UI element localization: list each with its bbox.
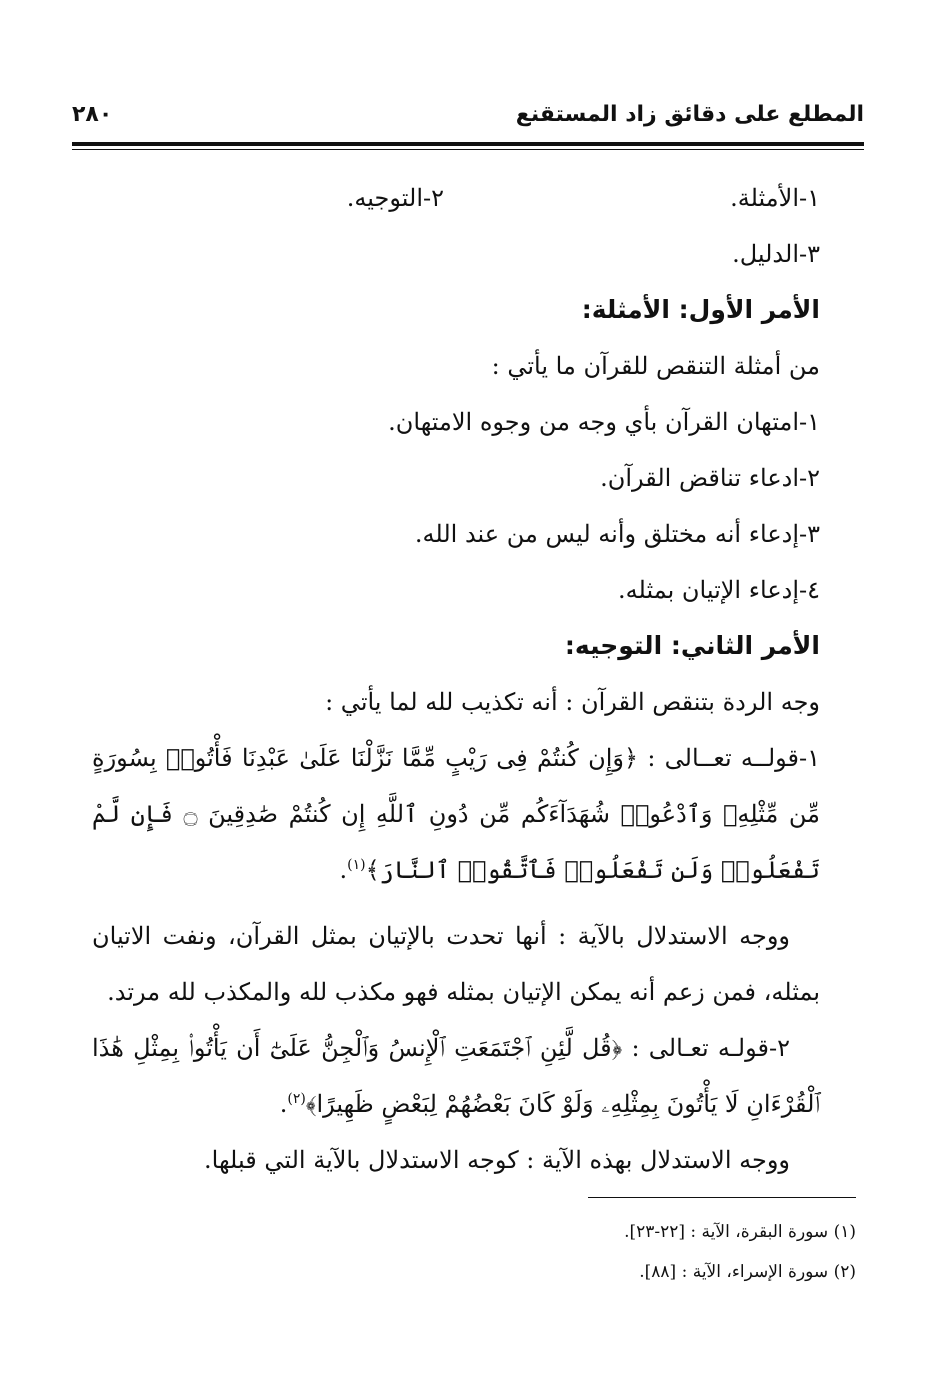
proof2-paragraph: [92, 1020, 820, 1132]
proof2-lead: ٢-قولـه تعـالى :: [631, 1034, 790, 1062]
section1-heading: الأمر الأول: الأمثلة:: [581, 295, 820, 324]
section2-heading: الأمر الثاني: التوجيه:: [564, 631, 820, 660]
footnote-1: (١) سورة البقرة، الآية : [٢٢-٢٣].: [624, 1222, 856, 1242]
section1-item: ١-امتهان القرآن بأي وجه من وجوه الامتهان.: [388, 408, 820, 436]
footnotes: [92, 1212, 856, 1292]
book-title: المطلع على دقائق زاد المستقنع: [515, 102, 864, 127]
section1-item: ٢-ادعاء تناقض القرآن.: [600, 464, 820, 492]
footnote-separator: [588, 1197, 856, 1198]
proof2-end: .: [279, 1090, 288, 1118]
footnote-ref-1[interactable]: (١): [347, 857, 366, 873]
proof1-lead: ١-قولــه تعــالى :: [647, 744, 820, 772]
section2-intro: وجه الردة بتنقص القرآن : أنه تكذيب لله لما يأتي :: [325, 688, 820, 716]
intro-list-row: [92, 170, 820, 226]
reasoning2-paragraph: ووجه الاستدلال بهذه الآية : كوجه الاستدلال بالآية التي قبلها.: [204, 1146, 790, 1174]
header-rule-thin: [72, 149, 864, 150]
proof1-verse: ﴿وَإِن كُنتُمْ فِى رَيْبٍ مِّمَّا نَزَّلْنَا عَلَىٰ عَبْدِنَا فَأْتُوا۟ بِسُورَةٍ مِّن مِّثْلِهِۦ وَٱدْعُوا۟ شُهَدَآءَكُم مِّن دُونِ ٱللَّهِ إِن كُنتُمْ صَٰدِقِينَ ۝ فَإِن لَّمْ تَفْعَلُوا۟ وَلَن تَفْعَلُوا۟ فَٱتَّقُوا۟ ٱلنَّارَ﴾: [92, 744, 820, 884]
page-number: ٢٨٠: [72, 102, 113, 127]
footnote-2: (٢) سورة الإسراء، الآية : [٨٨].: [639, 1262, 856, 1282]
proof1-paragraph: [92, 730, 820, 898]
page-body: [92, 170, 820, 1188]
intro-item-examples: ١-الأمثلة.: [730, 184, 820, 212]
section1-item: ٤-إدعاء الإتيان بمثله.: [618, 576, 820, 604]
intro-item-evidence: ٣-الدليل.: [732, 240, 820, 268]
proof2-verse: ﴿قُل لَّئِنِ ٱجْتَمَعَتِ ٱلْإِنسُ وَٱلْجِنُّ عَلَىٰٓ أَن يَأْتُوا۟ بِمِثْلِ هَٰذَا ٱلْقُرْءَانِ لَا يَأْتُونَ بِمِثْلِهِۦ وَلَوْ كَانَ بَعْضُهُمْ لِبَعْضٍ ظَهِيرًا﴾: [92, 1034, 820, 1118]
running-header: [72, 98, 864, 138]
intro-item-guidance: ٢-التوجيه.: [346, 184, 444, 212]
reasoning1-paragraph: ووجه الاستدلال بالآية : أنها تحدت بالإتيان بمثل القرآن، ونفت الاتيان بمثله، فمن زعم أنه يمكن الإتيان بمثله فهو مكذب لله والمكذب لله مرتد.: [92, 922, 820, 1006]
footnote-ref-2[interactable]: (٢): [287, 1091, 306, 1107]
section1-item: ٣-إدعاء أنه مختلق وأنه ليس من عند الله.: [414, 520, 820, 548]
proof1-end: .: [339, 856, 348, 884]
section1-intro: من أمثلة التنقص للقرآن ما يأتي :: [491, 352, 820, 380]
header-rule-thick: [72, 142, 864, 146]
